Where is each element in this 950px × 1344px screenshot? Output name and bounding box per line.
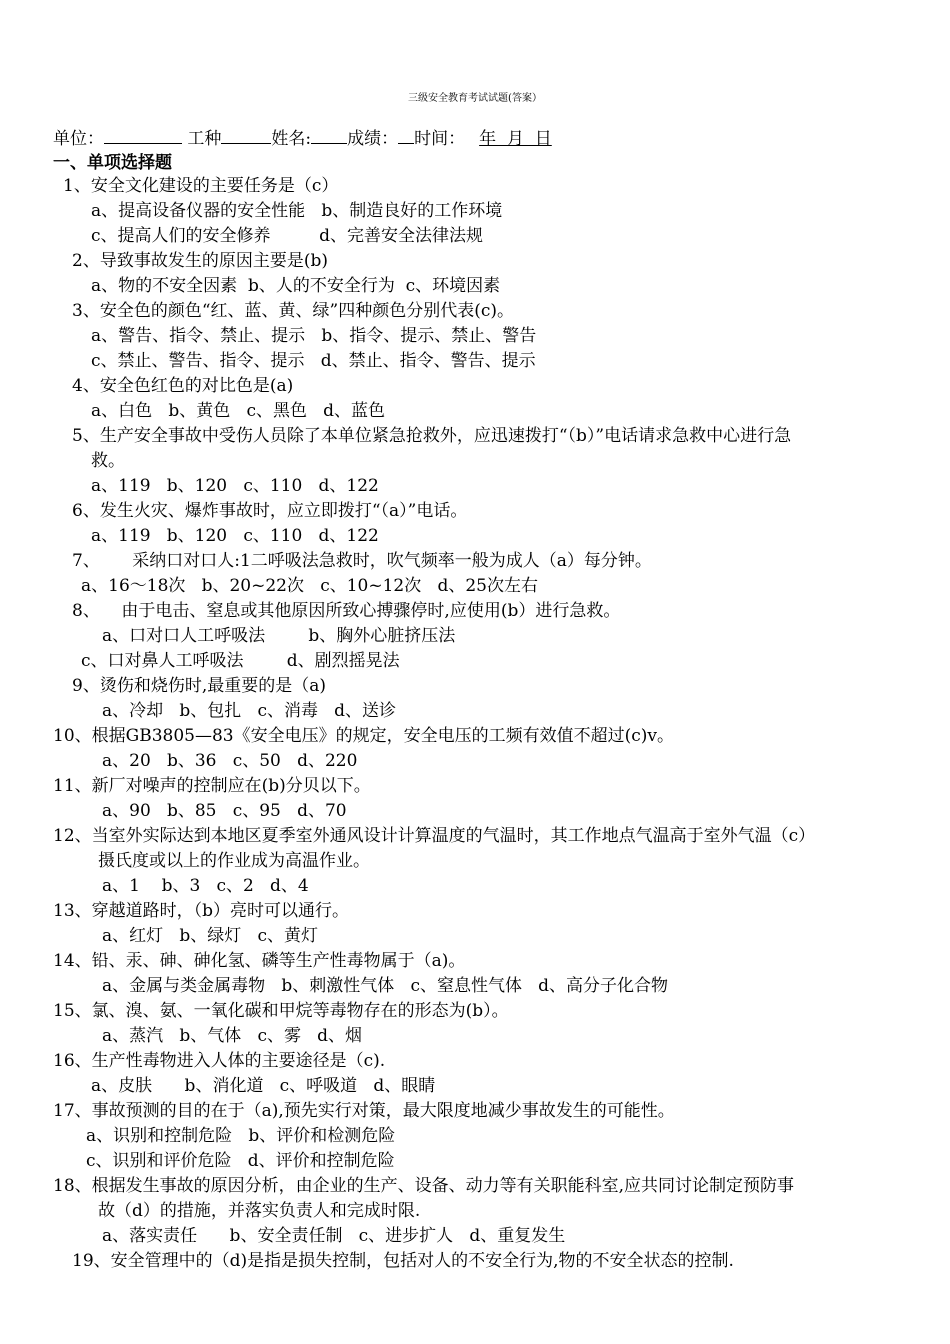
unit-field[interactable] (104, 125, 182, 144)
q2-options-row1: a、物的不安全因素 b、人的不安全行为 c、环境因素 (91, 276, 501, 296)
page-title: 三级安全教育考试试题(答案） (408, 93, 542, 104)
job-label: 工种 (187, 129, 222, 149)
q11-options-row1: a、90 b、85 c、95 d、70 (102, 801, 347, 821)
question-13: 13、穿越道路时，（b）亮时可以通行。 (53, 901, 350, 921)
q13-options-row1: a、红灯 b、绿灯 c、黄灯 (102, 926, 318, 946)
question-2: 2、导致事故发生的原因主要是(b) (72, 251, 328, 271)
score-field[interactable] (398, 125, 414, 144)
question-3: 3、安全色的颜色“红、蓝、黄、绿”四种颜色分别代表(c)。 (72, 301, 514, 321)
question-1: 1、安全文化建设的主要任务是（c） (63, 176, 339, 196)
q9-options-row1: a、冷却 b、包扎 c、消毒 d、送诊 (102, 701, 397, 721)
section-heading: 一、单项选择题 (53, 153, 172, 173)
question-14: 14、铅、汞、砷、砷化氢、磷等生产性毒物属于（a)。 (53, 951, 466, 971)
question-10: 10、根据GB3805—83《安全电压》的规定，安全电压的工频有效值不超过(c)v。 (53, 726, 674, 746)
unit-label: 单位： (53, 129, 104, 149)
question-9: 9、烫伤和烧伤时,最重要的是（a) (72, 676, 326, 696)
q15-options-row1: a、蒸汽 b、气体 c、雾 d、烟 (102, 1026, 363, 1046)
q7-options-row1: a、16～18次 b、20~22次 c、10~12次 d、25次左右 (81, 576, 538, 596)
time-label: 时间： (414, 129, 466, 149)
question-5-continued: 救。 (91, 451, 125, 471)
q17-options-row2: c、识别和评价危险 d、评价和控制危险 (86, 1151, 395, 1171)
q17-options-row1: a、识别和控制危险 b、评价和检测危险 (86, 1126, 396, 1146)
question-18: 18、根据发生事故的原因分析，由企业的生产、设备、动力等有关职能科室,应共同讨论制定预防事 (53, 1176, 795, 1196)
q3-options-row2: c、禁止、警告、指令、提示 d、禁止、指令、警告、提示 (91, 351, 536, 371)
question-4: 4、安全色红色的对比色是(a) (72, 376, 294, 396)
question-19: 19、安全管理中的（d)是指是损失控制，包括对人的不安全行为,物的不安全状态的控制. (72, 1251, 734, 1271)
q18-options-row1: a、落实责任 b、安全责任制 c、进步扩人 d、重复发生 (102, 1226, 566, 1246)
job-field[interactable] (221, 125, 271, 144)
q10-options-row1: a、20 b、36 c、50 d、220 (102, 751, 358, 771)
question-17: 17、事故预测的目的在于（a),预先实行对策，最大限度地减少事故发生的可能性。 (53, 1101, 675, 1121)
q8-options-row2: c、口对鼻人工呼吸法 d、剧烈摇晃法 (81, 651, 400, 671)
name-field[interactable] (311, 125, 347, 144)
question-16: 16、生产性毒物进入人体的主要途径是（c). (53, 1051, 386, 1071)
exam-info-line (53, 125, 554, 151)
date-field[interactable]: 年 月 日 (479, 129, 552, 149)
q1-options-row1: a、提高设备仪器的安全性能 b、制造良好的工作环境 (91, 201, 503, 221)
question-15: 15、氯、溴、氨、一氧化碳和甲烷等毒物存在的形态为(b）。 (53, 1001, 509, 1021)
q6-options-row1: a、119 b、120 c、110 d、122 (91, 526, 379, 546)
question-8: 8、 由于电击、窒息或其他原因所致心搏骤停时,应使用(b）进行急救。 (72, 601, 621, 621)
q5-options-row1: a、119 b、120 c、110 d、122 (91, 476, 379, 496)
q3-options-row1: a、警告、指令、禁止、提示 b、指令、提示、禁止、警告 (91, 326, 537, 346)
q12-options-row1: a、1 b、3 c、2 d、4 (102, 876, 309, 896)
question-12-continued: 摄氏度或以上的作业成为高温作业。 (98, 851, 370, 871)
question-5: 5、生产安全事故中受伤人员除了本单位紧急抢救外，应迅速拨打“（b）”电话请求急救中心进行急 (72, 426, 792, 446)
score-label: 成绩： (347, 129, 399, 149)
question-11: 11、新厂对噪声的控制应在(b)分贝以下。 (53, 776, 371, 796)
q16-options-row1: a、皮肤 b、消化道 c、呼吸道 d、眼睛 (91, 1076, 436, 1096)
question-18-continued: 故（d）的措施，并落实负责人和完成时限. (98, 1201, 421, 1221)
q1-options-row2: c、提高人们的安全修养 d、完善安全法律法规 (91, 226, 484, 246)
q14-options-row1: a、金属与类金属毒物 b、刺激性气体 c、窒息性气体 d、高分子化合物 (102, 976, 669, 996)
name-label: 姓名: (271, 129, 312, 149)
question-7: 7、 采纳口对口人:1二呼吸法急救时，吹气频率一般为成人（a）每分钟。 (72, 551, 652, 571)
q4-options-row1: a、白色 b、黄色 c、黑色 d、蓝色 (91, 401, 386, 421)
q8-options-row1: a、口对口人工呼吸法 b、胸外心脏挤压法 (102, 626, 456, 646)
question-6: 6、发生火灾、爆炸事故时，应立即拨打“（a）”电话。 (72, 501, 468, 521)
question-12: 12、当室外实际达到本地区夏季室外通风设计计算温度的气温时，其工作地点气温高于室外气温（c） (53, 826, 816, 846)
